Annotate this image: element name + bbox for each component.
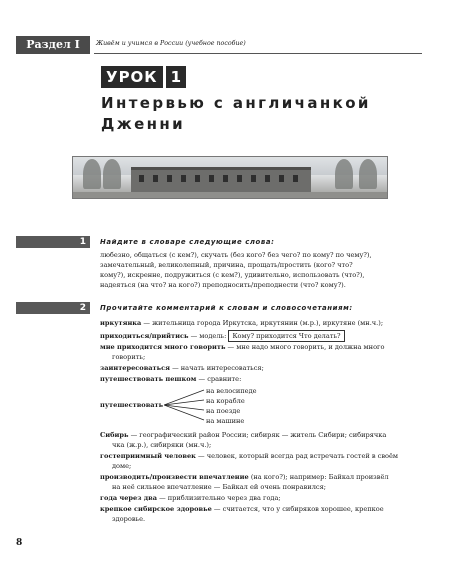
tree-icon — [83, 159, 101, 189]
task-1-line: замечательный, великолепный, причина, прощать/простить (кого? что? — [100, 261, 353, 269]
lesson-label: УРОК — [101, 66, 163, 88]
tree-icon — [359, 159, 377, 189]
glossary-entry-cont: чка (ж.р.), сибиряки (мн.ч.); — [112, 441, 212, 449]
travel-term: путешествовать — [100, 401, 164, 409]
travel-mode: на корабле — [206, 397, 245, 405]
travel-mode: на машине — [206, 417, 245, 425]
task-2-title: Прочитайте комментарий к словам и словосочетаниям: — [100, 304, 353, 312]
window-icon — [209, 175, 214, 182]
glossary-entry: приходиться/прийтись — модель: Кому? приходится Что делать? — [100, 330, 345, 342]
glossary-entry: производить/произвести впечатление (на кого?); например: Байкал произвёл — [100, 473, 389, 481]
window-icon — [139, 175, 144, 182]
glossary-entry-cont: здоровье. — [112, 515, 146, 523]
glossary-entry-cont: говорить; — [112, 353, 146, 361]
window-icon — [195, 175, 200, 182]
glossary-entry-cont: на неё сильное впечатление — Байкал ей очень понравился; — [112, 483, 326, 491]
glossary-entry: мне приходится много говорить — мне надо много говорить, и должна много — [100, 343, 385, 351]
lesson-title: Интервью с англичанкой Дженни — [101, 94, 371, 133]
travel-mode: на велосипеде — [206, 387, 257, 395]
task-1-number: 1 — [79, 237, 86, 247]
task-1-line: кому?), искренне, подружиться (с кем?), удивительно, использовать (что?), — [100, 271, 365, 279]
glossary-entry: Сибирь — географический район России; сибиряк — житель Сибири; сибирячка — [100, 431, 387, 439]
section-header — [16, 36, 422, 54]
building-icon — [131, 170, 311, 194]
task-2-number: 2 — [79, 303, 86, 313]
street-photo — [72, 156, 388, 199]
model-box: Кому? приходится Что делать? — [228, 330, 344, 342]
section-label: Раздел I — [16, 36, 90, 54]
lesson-heading — [101, 66, 186, 88]
window-icon — [293, 175, 298, 182]
glossary-entry: года через два — приблизительно через два года; — [100, 494, 281, 502]
window-icon — [265, 175, 270, 182]
page-number: 8 — [16, 538, 23, 548]
glossary-entry: крепкое сибирское здоровье — считается, что у сибиряков хорошее, крепкое — [100, 505, 384, 513]
lesson-number: 1 — [166, 66, 186, 88]
glossary-entry: гостеприимный человек — человек, который всегда рад встречать гостей в своём — [100, 452, 399, 460]
window-icon — [237, 175, 242, 182]
window-icon — [251, 175, 256, 182]
window-icon — [181, 175, 186, 182]
glossary-entry: иркутянка — жительница города Иркутска, иркутянин (м.р.), иркутяне (мн.ч.); — [100, 319, 384, 327]
tree-icon — [335, 159, 353, 189]
branch-lines — [164, 386, 208, 430]
glossary-entry: заинтересоваться — начать интересоваться; — [100, 364, 264, 372]
task-1-line: надеяться (на что? на кого?) преподносить/преподнести (что? кому?). — [100, 281, 346, 289]
task-1-title: Найдите в словаре следующие слова: — [100, 238, 275, 246]
tree-icon — [103, 159, 121, 189]
glossary-entry: путешествовать пешком — сравните: — [100, 375, 242, 383]
photo-ground — [73, 192, 387, 198]
glossary-entry-cont: доме; — [112, 462, 132, 470]
window-icon — [279, 175, 284, 182]
window-icon — [153, 175, 158, 182]
window-icon — [167, 175, 172, 182]
book-title: Живём и учимся в России (учебное пособие) — [96, 40, 246, 47]
travel-mode: на поезде — [206, 407, 241, 415]
task-1-line: любезно, общаться (с кем?), скучать (без кого? без чего? по кому? по чему?), — [100, 251, 372, 259]
header-rule — [94, 53, 422, 54]
window-icon — [223, 175, 228, 182]
